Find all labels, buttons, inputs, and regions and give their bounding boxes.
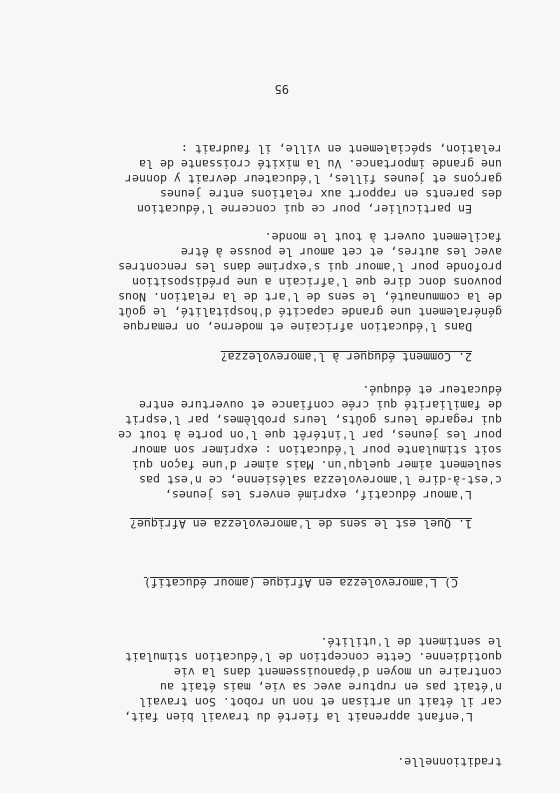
subheading-how: 2. Comment éduquer à l'amorevolezza? — [220, 350, 472, 364]
text-line: une grande importance. Vu la mixité croissante de la — [139, 157, 502, 171]
text-line: L'enfant apprenait la fierté du travail bien fait, — [123, 710, 473, 724]
subheading-meaning: 1. Quel est le sens de l'amorevolezza en Afrique? — [129, 517, 472, 531]
text-line: relation, spécialement en ville, il faudrait : — [180, 142, 502, 156]
text-line: avec les autres, et cet amour le pousse à être — [180, 245, 502, 259]
section-heading: C) L'amorevolezza en Afrique (amour éducatif) — [143, 576, 458, 590]
text-line: Dans l'éducation africaine et moderne, on remarque — [122, 320, 472, 334]
text-line: En particulier, pour ce qui concerne l'éducation — [136, 202, 472, 216]
text-line: L'amour éducatif, exprimé envers les jeunes, — [164, 488, 472, 502]
text-line: le sentiment de l'utilité. — [320, 635, 502, 649]
text-line: pour les jeunes, par l'intérêt que l'on porte à tout ce — [118, 428, 502, 442]
text-line: qui regarde leurs goûts, leurs problèmes, par l'esprit — [125, 413, 502, 427]
text-line: soit stimulante pour l'éducation : exprimer son amour — [132, 443, 502, 457]
text-line: généralement une grande capacité d'hospitalité, le goût — [118, 305, 502, 319]
text-line: seulement aimer quelqu'un. Mais aimer d'une façon qui — [132, 458, 502, 472]
text-line: pouvons donc dire que l'africain a une prédisposition — [132, 275, 502, 289]
text-line: de la communauté, le sens de l'art de la relation. Nous — [118, 290, 502, 304]
continuation-text: traditionnelle. — [397, 755, 502, 769]
text-line: garçons et jeunes filles, l'éducateur devrait y donner — [125, 172, 502, 186]
text-line: des parents en rapport aux relations entre jeunes — [159, 187, 502, 201]
text-line: facilement ouvert à tout le monde. — [264, 230, 502, 244]
text-line: c'est-à-dire l'amorevolezza salésienne, ce n'est pas — [139, 473, 502, 487]
text-line: car il était un artisan et non un robot. Son travail — [139, 695, 502, 709]
page-number: 95 — [274, 82, 289, 96]
text-line: n'était pas en rupture avec sa vie, mais était au — [159, 680, 502, 694]
text-line: profonde pour l'amour qui s'exprime dans les rencontres — [118, 260, 502, 274]
text-line: de familiarité qui crée confiance et ouverture entre — [139, 398, 502, 412]
text-line: éducateur et éduqué. — [362, 383, 502, 397]
text-line: contraire un moyen d'épanouissement dans la vie — [173, 665, 502, 679]
text-line: quotidienne. Cette conception de l'éducation stimulait — [125, 650, 502, 664]
